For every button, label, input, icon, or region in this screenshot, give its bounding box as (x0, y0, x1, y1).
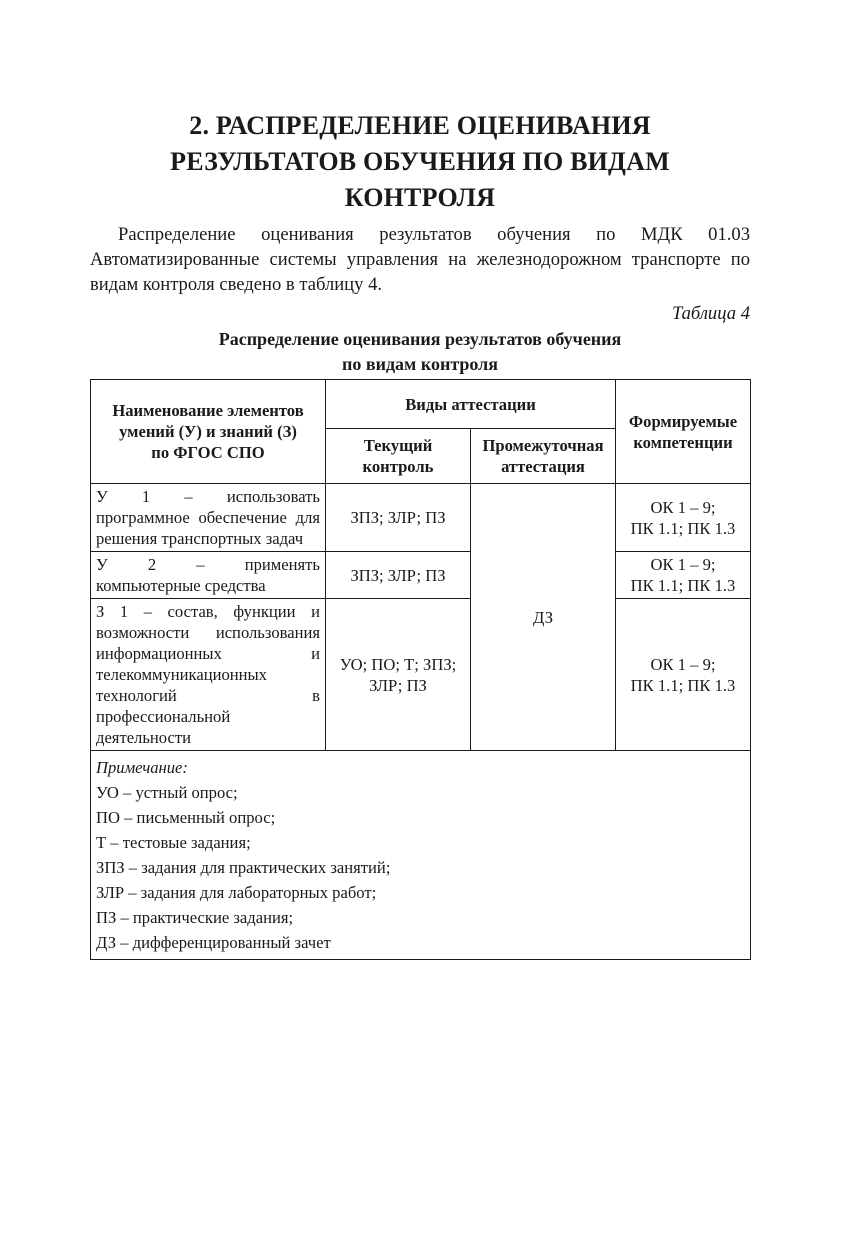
notes-cell (91, 751, 751, 960)
intro-paragraph: Распределение оценивания результатов обучения по МДК 01.03 Автоматизированные системы управления на железнодорожном транспорте по видам контроля сведено в таблицу 4. (90, 224, 750, 295)
header-current-line-2: контроль (362, 457, 434, 476)
current-control-cell (326, 599, 471, 751)
table-row (91, 552, 751, 599)
note-item: ДЗ – дифференцированный зачет (96, 933, 331, 952)
competencies-cell (616, 599, 751, 751)
header-elements (91, 380, 326, 484)
header-intermediate (471, 429, 616, 484)
header-current-line-1: Текущий (363, 436, 433, 455)
notes-row (91, 751, 751, 960)
table-row (91, 599, 751, 751)
note-item: ЗЛР – задания для лабораторных работ; (96, 883, 377, 902)
note-item: УО – устный опрос; (96, 783, 238, 802)
competencies-line-1: ОК 1 – 9; (650, 555, 716, 574)
table-caption-line-2: по видам контроля (341, 354, 498, 374)
competencies-cell (616, 484, 751, 552)
heading-line-2: РЕЗУЛЬТАТОВ ОБУЧЕНИЯ ПО ВИДАМ (170, 147, 670, 176)
header-competencies (616, 380, 751, 484)
table-label: Таблица 4 (671, 303, 750, 324)
note-item: ПЗ – практические задания; (96, 908, 294, 927)
competencies-cell (616, 552, 751, 599)
note-item: Т – тестовые задания; (96, 833, 251, 852)
element-cell: З 1 – состав, функции и возможности использования информационных и телекоммуникационных технологий в профессиональной деятельности (91, 599, 326, 751)
intermediate-cell: ДЗ (471, 484, 616, 751)
current-control-line-2: ЗЛР; ПЗ (369, 675, 427, 695)
notes-title: Примечание: (96, 758, 188, 777)
header-elements-line-2: умений (У) и знаний (З) (119, 422, 297, 441)
header-elements-line-3: по ФГОС СПО (151, 443, 265, 462)
element-cell: У 1 – использовать программное обеспечение для решения транспортных задач (91, 484, 326, 552)
section-heading (90, 108, 750, 216)
competencies-line-1: ОК 1 – 9; (650, 654, 716, 674)
header-elements-line-1: Наименование элементов (112, 401, 304, 420)
header-current-control (326, 429, 471, 484)
assessment-table (90, 379, 751, 960)
current-control-line-1: УО; ПО; Т; ЗПЗ; (339, 654, 457, 674)
competencies-line-2: ПК 1.1; ПК 1.3 (630, 518, 736, 538)
table-row (91, 484, 751, 552)
header-attestation: Виды аттестации (326, 380, 616, 429)
heading-line-1: 2. РАСПРЕДЕЛЕНИЕ ОЦЕНИВАНИЯ (189, 111, 651, 140)
current-control-cell (326, 484, 471, 552)
heading-line-3: КОНТРОЛЯ (344, 183, 496, 212)
competencies-line-1: ОК 1 – 9; (650, 497, 716, 517)
header-competencies-line-1: Формируемые (628, 411, 738, 431)
element-cell: У 2 – применять компьютерные средства (91, 552, 326, 599)
header-competencies-line-2: компетенции (633, 432, 733, 452)
table-caption-line-1: Распределение оценивания результатов обучения (218, 329, 622, 349)
current-control-cell (326, 552, 471, 599)
header-intermediate-line-1: Промежуточная (482, 436, 604, 455)
current-control-text: ЗПЗ; ЗЛР; ПЗ (350, 508, 446, 527)
competencies-line-2: ПК 1.1; ПК 1.3 (630, 576, 736, 595)
note-item: ПО – письменный опрос; (96, 808, 276, 827)
table-caption (90, 327, 750, 377)
page (90, 108, 750, 960)
competencies-line-2: ПК 1.1; ПК 1.3 (630, 675, 736, 695)
table-header-row-1 (91, 380, 751, 429)
current-control-text: ЗПЗ; ЗЛР; ПЗ (350, 565, 446, 585)
note-item: ЗПЗ – задания для практических занятий; (96, 858, 391, 877)
header-intermediate-line-2: аттестация (501, 457, 585, 476)
